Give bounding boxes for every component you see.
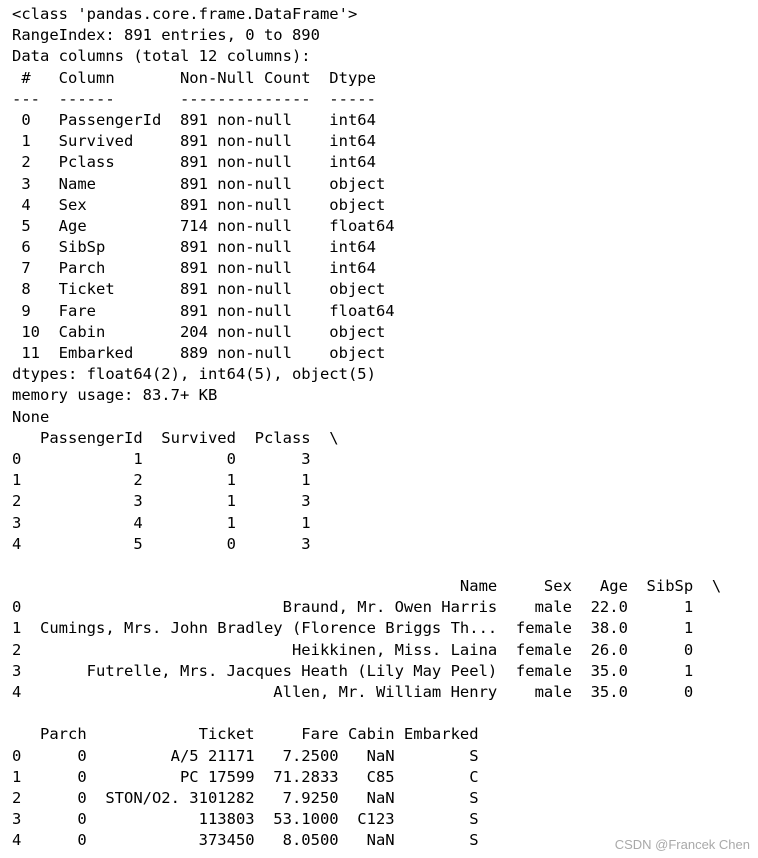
info-row: 9 Fare 891 non-null float64 bbox=[12, 301, 395, 320]
console-line-rangeindex: RangeIndex: 891 entries, 0 to 890 bbox=[12, 26, 320, 45]
head-block1-header: PassengerId Survived Pclass \ bbox=[12, 428, 339, 447]
head-block1-row: 0 1 0 3 bbox=[12, 449, 339, 468]
console-line-none: None bbox=[12, 407, 50, 426]
info-row: 11 Embarked 889 non-null object bbox=[12, 344, 395, 362]
console-line-class: <class 'pandas.core.frame.DataFrame'> bbox=[12, 5, 358, 23]
head-block2-header: Name Sex Age SibSp \ bbox=[12, 577, 722, 596]
info-header-row: # Column Non-Null Count Dtype bbox=[12, 68, 395, 87]
head-block2-row: 2 Heikkinen, Miss. Laina female 26.0 0 bbox=[12, 640, 722, 659]
info-row: 10 Cabin 204 non-null object bbox=[12, 322, 395, 341]
head-block2-row: 1 Cumings, Mrs. John Bradley (Florence Briggs Th... female 38.0 1 bbox=[12, 619, 722, 638]
info-row: 2 Pclass 891 non-null int64 bbox=[12, 153, 395, 172]
info-row: 1 Survived 891 non-null int64 bbox=[12, 132, 395, 151]
head-block2-row: 3 Futrelle, Mrs. Jacques Heath (Lily May Peel) female 35.0 1 bbox=[12, 661, 722, 680]
head-block2-row: 0 Braund, Mr. Owen Harris male 22.0 1 bbox=[12, 598, 722, 617]
info-row: 0 PassengerId 891 non-null int64 bbox=[12, 110, 395, 129]
head-block3-row: 2 0 STON/O2. 3101282 7.9250 NaN S bbox=[12, 788, 498, 807]
blank-line bbox=[12, 555, 721, 576]
head-block3-row: 3 0 113803 53.1000 C123 S bbox=[12, 810, 498, 829]
info-row: 6 SibSp 891 non-null int64 bbox=[12, 238, 395, 257]
info-row: 3 Name 891 non-null object bbox=[12, 174, 395, 193]
head-block3-header: Parch Ticket Fare Cabin Embarked bbox=[12, 725, 498, 744]
head-block3-row: 0 0 A/5 21171 7.2500 NaN S bbox=[12, 746, 498, 765]
head-block2-row: 4 Allen, Mr. William Henry male 35.0 0 bbox=[12, 683, 722, 701]
info-row: 8 Ticket 891 non-null object bbox=[12, 280, 395, 299]
head-block3-row: 1 0 PC 17599 71.2833 C85 C bbox=[12, 767, 498, 786]
head-block1-row: 3 4 1 1 bbox=[12, 513, 339, 532]
head-block1-row: 4 5 0 3 bbox=[12, 534, 339, 553]
console-line-data-columns: Data columns (total 12 columns): bbox=[12, 47, 311, 66]
console-output bbox=[12, 4, 721, 852]
head-block1-row: 1 2 1 1 bbox=[12, 471, 339, 490]
head-block3-row: 4 0 373450 8.0500 NaN S bbox=[12, 831, 498, 850]
console-line-dtypes: dtypes: float64(2), int64(5), object(5) bbox=[12, 365, 376, 384]
info-row: 4 Sex 891 non-null object bbox=[12, 195, 395, 214]
info-row: 7 Parch 891 non-null int64 bbox=[12, 259, 395, 278]
info-separator-row: --- ------ -------------- ----- bbox=[12, 89, 395, 108]
watermark-text: CSDN @Francek Chen bbox=[614, 837, 750, 852]
blank-line bbox=[12, 703, 721, 724]
head-block1-row: 2 3 1 3 bbox=[12, 492, 339, 511]
console-line-memory-usage: memory usage: 83.7+ KB bbox=[12, 386, 218, 405]
info-row: 5 Age 714 non-null float64 bbox=[12, 216, 395, 235]
